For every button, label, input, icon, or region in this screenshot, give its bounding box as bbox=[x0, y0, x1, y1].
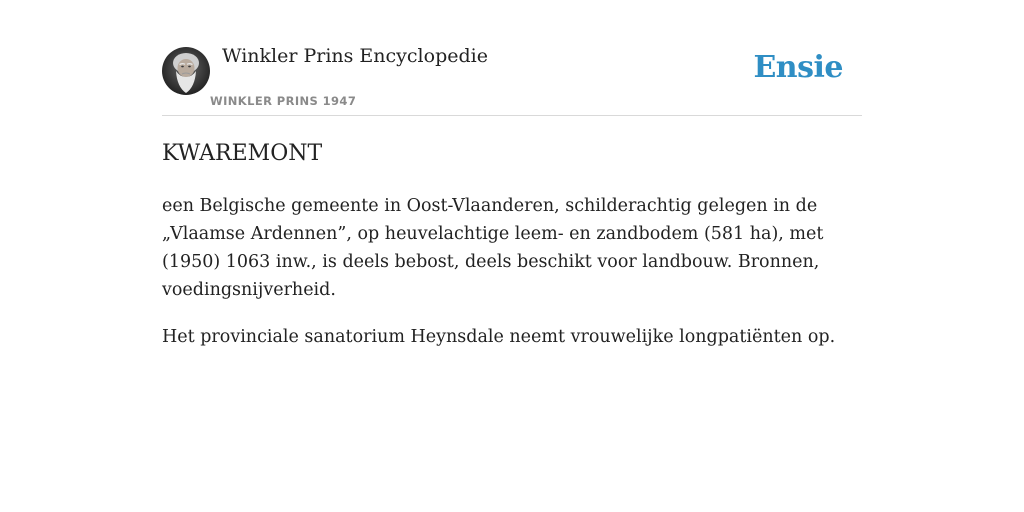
source-subtitle: WINKLER PRINS 1947 bbox=[210, 94, 357, 108]
entry-paragraph: een Belgische gemeente in Oost-Vlaanderen, schilderachtig gelegen in de „Vlaamse Ardennen”, op heuvelachtige leem- en zandbodem (581 ha), met (1950) 1063 inw., is deels bebost, deels beschikt voor landbouw. Bronnen, voedingsnijverheid. bbox=[162, 196, 824, 300]
source-header bbox=[162, 0, 862, 116]
source-title[interactable]: Winkler Prins Encyclopedie bbox=[222, 45, 488, 67]
ensie-logo-link[interactable]: Ensie bbox=[753, 50, 843, 85]
entry-paragraph: Het provinciale sanatorium Heynsdale neemt vrouwelijke longpatiënten op. bbox=[162, 327, 836, 347]
entry-title: KWAREMONT bbox=[162, 141, 323, 166]
page bbox=[162, 0, 862, 512]
entry-body bbox=[162, 192, 862, 370]
author-portrait-icon[interactable] bbox=[162, 47, 210, 95]
